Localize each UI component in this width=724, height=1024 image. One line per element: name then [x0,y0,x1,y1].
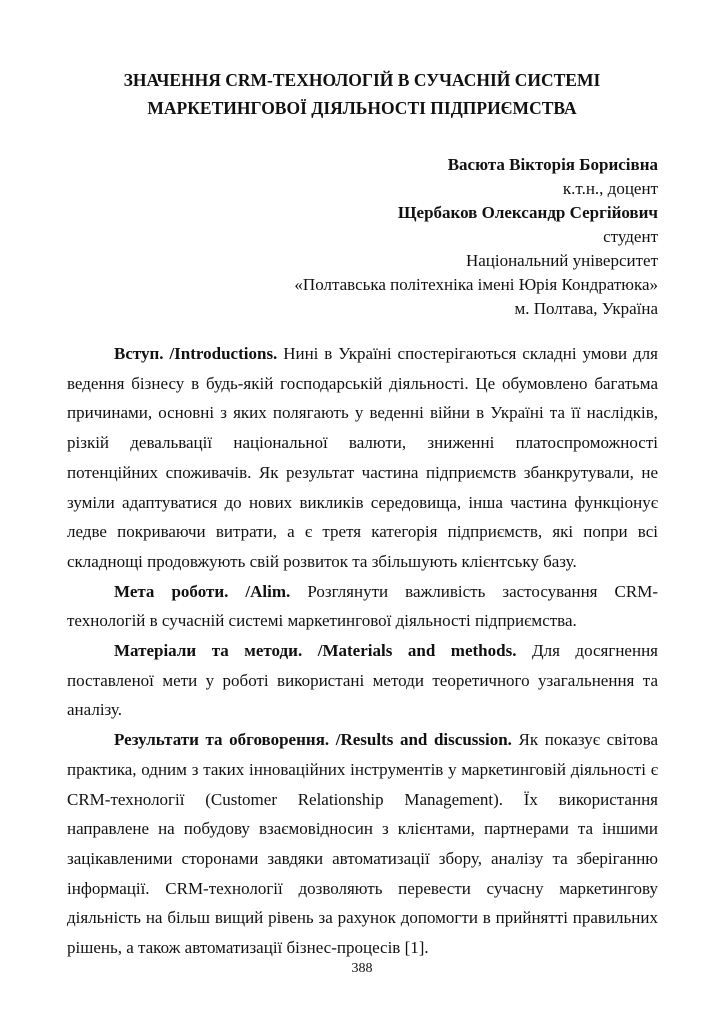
author-2-name: Щербаков Олександр Сергійович [397,203,658,222]
author-2-role: студент [603,227,658,246]
section-introduction [67,339,658,577]
section-heading: Результати та обговорення. /Results and discussion. [114,730,512,750]
section-results [67,725,658,963]
title-line-1: ЗНАЧЕННЯ CRM-ТЕХНОЛОГІЙ В СУЧАСНІЙ СИСТЕМІ [123,70,601,90]
section-text: Нині в Україні спостерігаються складні умови для ведення бізнесу в будь-якій господарській діяльності. Це обумовлено багатьма причинами, основні з яких полягають у веденні війни в Україні та її наслідків, різкій девальвації національної валюти, зниженні платоспроможності потенційних споживачів. Як результат частина підприємств збанкрутували, не зуміли адаптуватися до нових викликів середовища, інша частина функціонує ледве покриваючи витрати, а є третя категорія підприємств, які попри всі складнощі продовжують свій розвиток та збільшують клієнтську базу. [67,344,658,571]
section-text: Для досягнення поставленої мети у роботі використані методи теоретичного узагальнення та аналізу. [67,641,658,720]
affiliation-line-2: «Полтавська політехніка імені Юрія Кондратюка» [294,275,658,294]
section-text: Як показує світова практика, одним з таких інноваційних інструментів у маркетинговій діяльності є CRM-технології (Customer Relationship Management). Їх використання направлене на побудову взаємовідносин з клієнтами, партнерами та іншими зацікавленими сторонами завдяки автоматизації збору, аналізу та зберіганню інформації. CRM-технології дозволяють перевести сучасну маркетингову діяльність на більш вищий рівень за рахунок допомогти в прийнятті правильних рішень, а також автоматизації бізнес-процесів [1]. [67,730,658,958]
affiliation-line-1: Національний університет [465,251,658,270]
title-line-2: МАРКЕТИНГОВОЇ ДІЯЛЬНОСТІ ПІДПРИЄМСТВА [147,98,577,118]
author-1-name: Васюта Вікторія Борисівна [447,155,658,174]
section-heading: Мета роботи. /Alim. [114,581,291,601]
page-title [60,66,664,122]
location: м. Полтава, Україна [514,299,658,318]
section-aim [67,577,658,636]
article-body [67,339,658,963]
page-number: 388 [351,961,373,976]
section-text: Розглянути важливість застосування CRM-технологій в сучасній системі маркетингової діяльності підприємства. [67,581,659,631]
section-methods [67,636,658,725]
section-heading: Вступ. /Introductions. [114,344,278,363]
author-1-role: к.т.н., доцент [562,179,658,198]
author-block [294,153,658,321]
section-heading: Матеріали та методи. /Materials and methods. [114,641,517,661]
